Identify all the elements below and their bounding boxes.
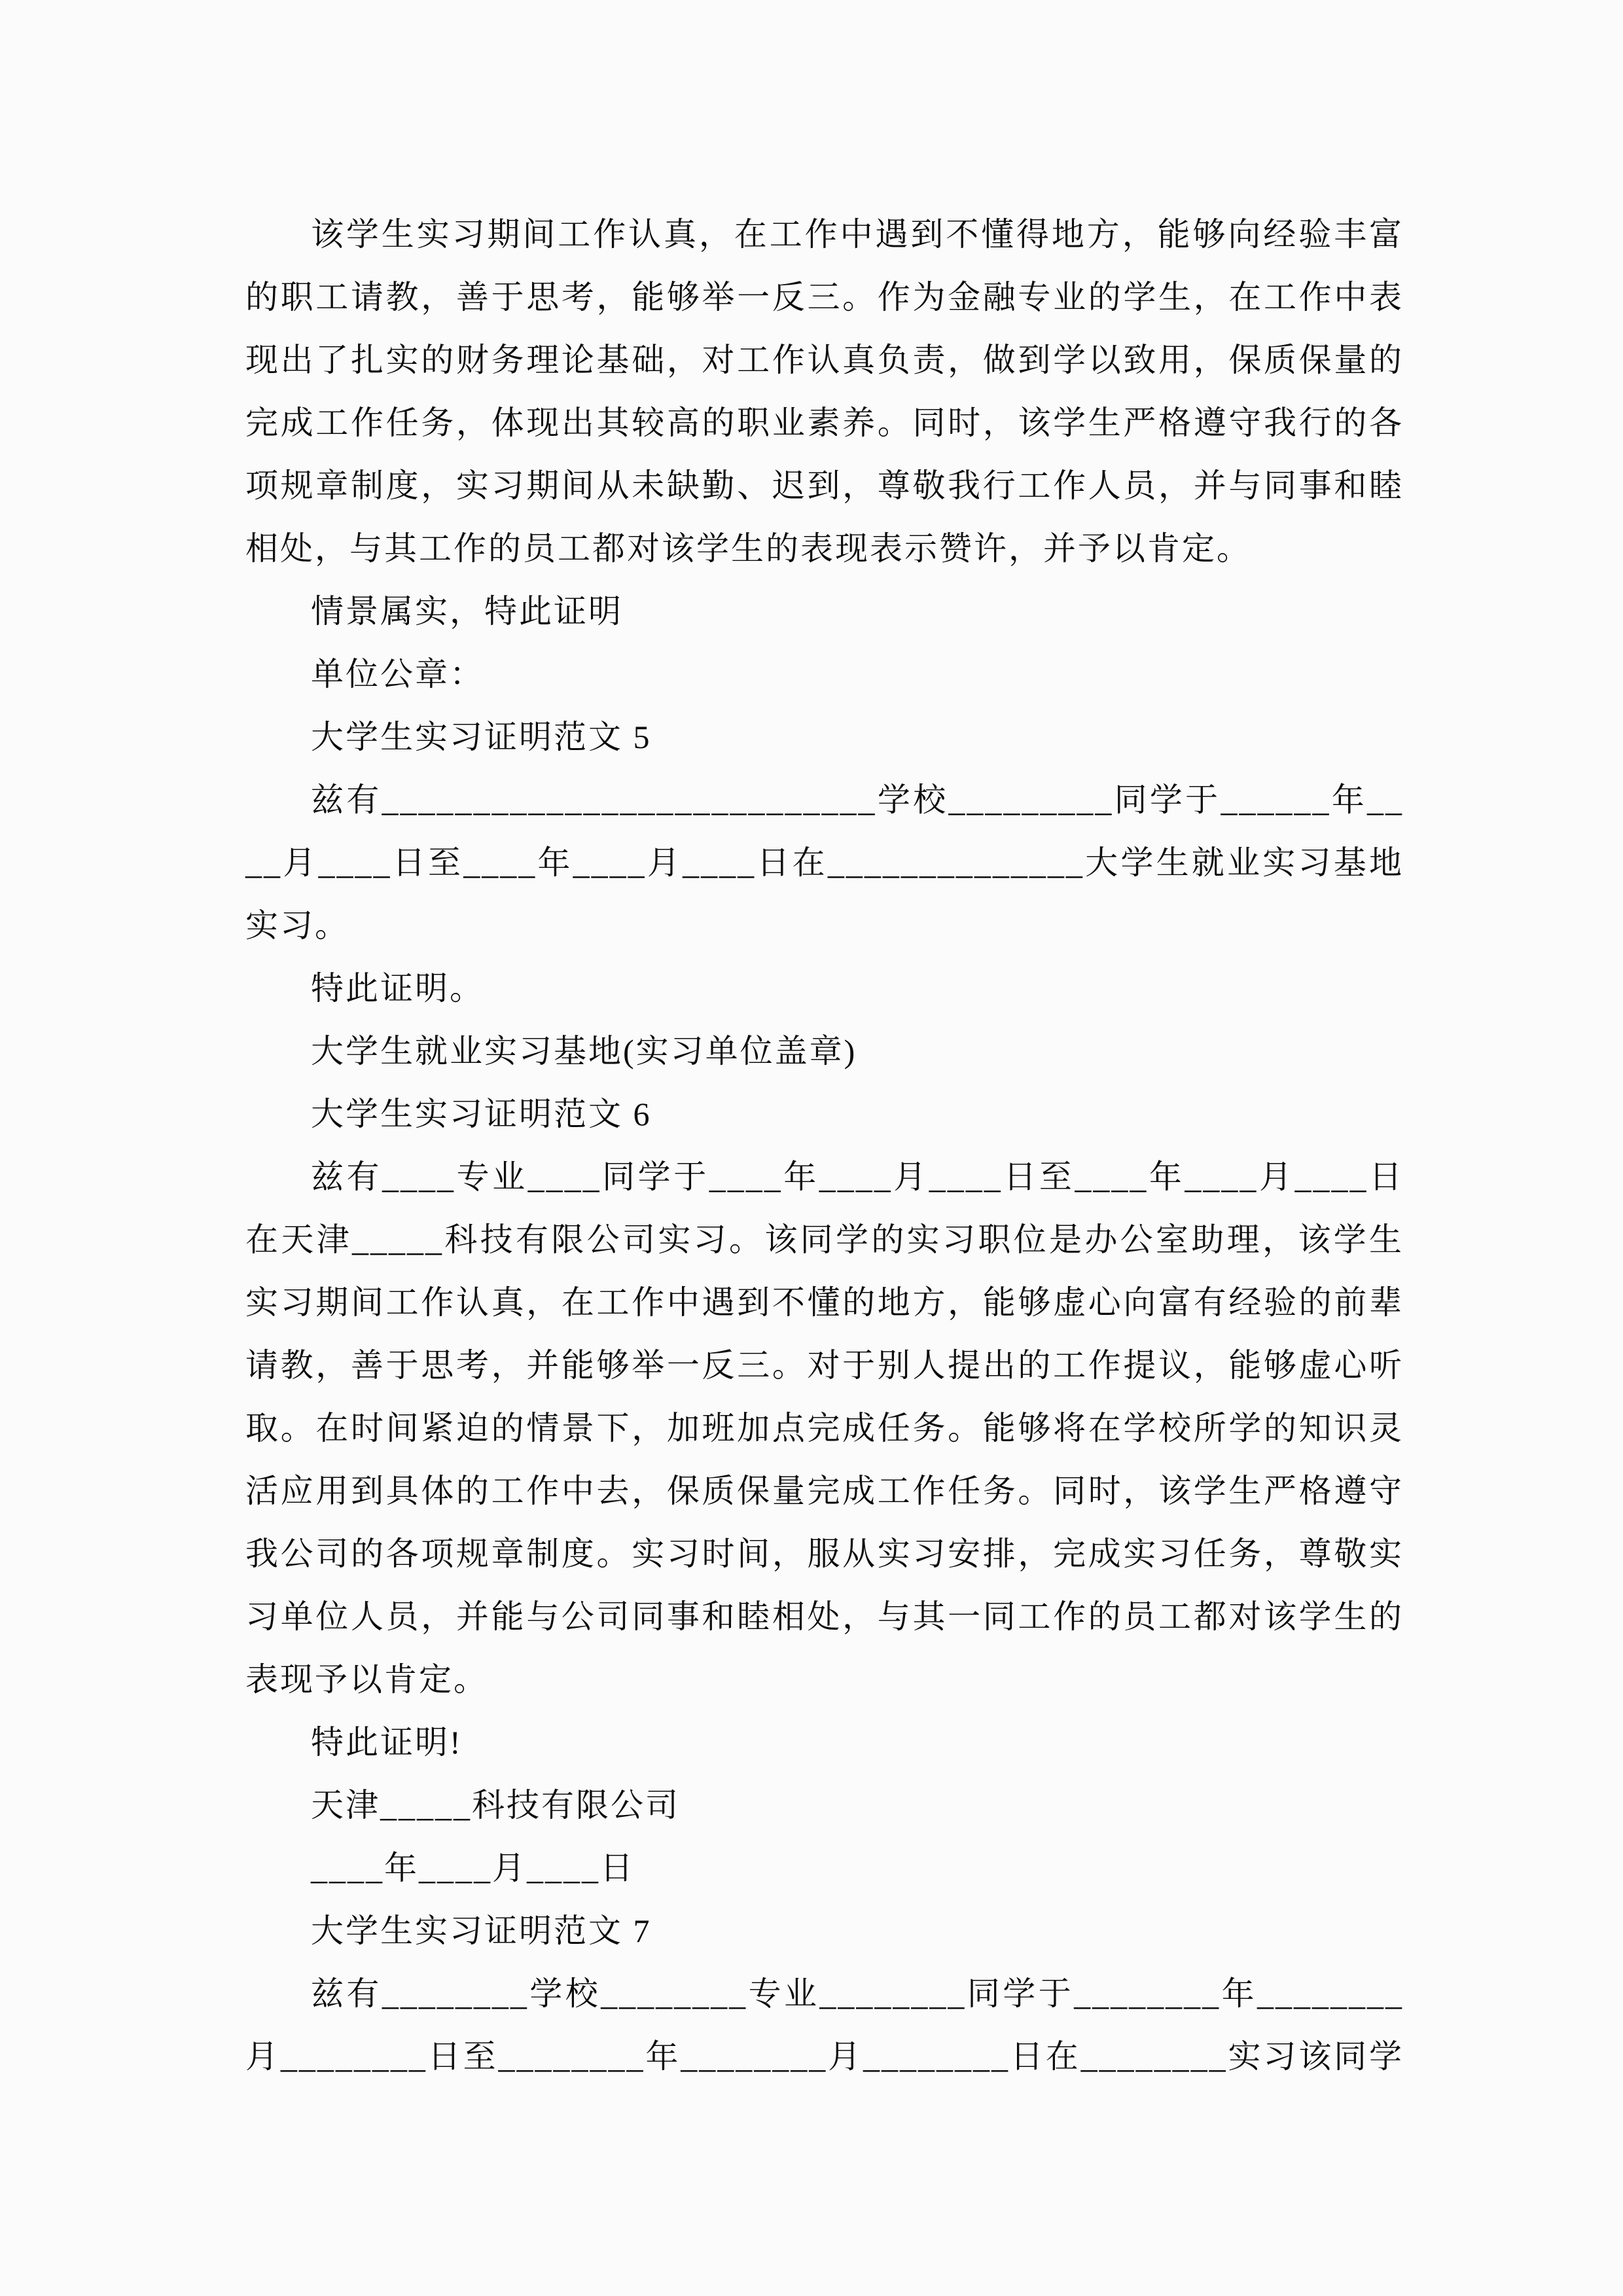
- para-hereby-certify-6: 特此证明!: [311, 1724, 463, 1761]
- para-scene-confirm: 情景属实，特此证明: [311, 593, 623, 630]
- para-unit-seal: 单位公章：: [311, 656, 484, 692]
- para-date-sign: ____年____月____日: [311, 1850, 635, 1886]
- para-base-seal: 大学生就业实习基地(实习单位盖章): [311, 1033, 857, 1069]
- para-sample6-body: 兹有____专业____同学于____年____月____日至____年____月____日在天津_____科技有限公司实习。该同学的实习职位是办公室助理，该学生实习期间工作认真，在工作中遇到不懂的地方，能够虚心向富有经验的前辈请教，善于思考，并能够举一反三。对于别人提出的工作提议，能够虚心听取。在时间紧迫的情景下，加班加点完成任务。能够将在学校所学的知识灵活应用到具体的工作中去，保质保量完成工作任务。同时，该学生严格遵守我公司的各项规章制度。实习时间，服从实习安排，完成实习任务，尊敬实习单位人员，并能与公司同事和睦相处，与其一同工作的员工都对该学生的表现予以肯定。: [245, 1158, 1404, 1698]
- para-hereby-certify-5: 特此证明。: [311, 970, 484, 1007]
- heading-sample-6: 大学生实习证明范文 6: [311, 1096, 652, 1132]
- para-sample7-blanks: 兹有________学校________专业________同学于________年________月________日至________年________月________日在________实习该同学: [245, 1975, 1404, 2075]
- para-company-sign: 天津_____科技有限公司: [311, 1787, 680, 1823]
- para-sample5-blanks: 兹有___________________________学校_________同学于______年____月____日至____年____月____日在______________大学生就业实习基地实习。: [245, 781, 1404, 944]
- heading-sample-7: 大学生实习证明范文 7: [311, 1912, 652, 1949]
- para-bank-evaluation: 该学生实习期间工作认真，在工作中遇到不懂得地方，能够向经验丰富的职工请教，善于思考，能够举一反三。作为金融专业的学生，在工作中表现出了扎实的财务理论基础，对工作认真负责，做到学以致用，保质保量的完成工作任务，体现出其较高的职业素养。同时，该学生严格遵守我行的各项规章制度，实习期间从未缺勤、迟到，尊敬我行工作人员，并与同事和睦相处，与其工作的员工都对该学生的表现表示赞许，并予以肯定。: [245, 216, 1404, 567]
- heading-sample-5: 大学生实习证明范文 5: [311, 719, 652, 755]
